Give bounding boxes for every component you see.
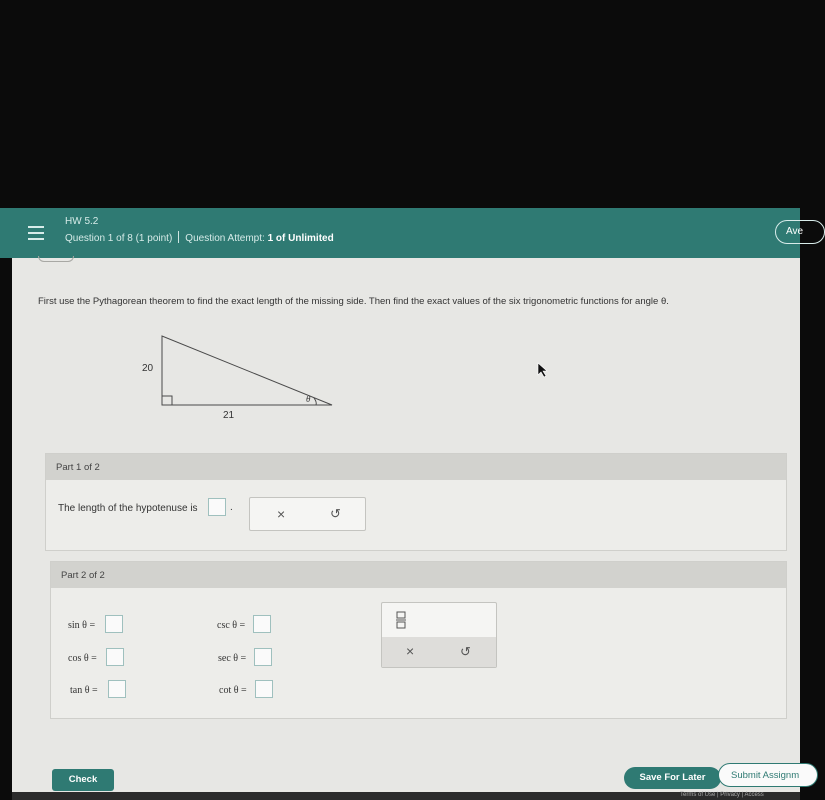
undo-icon[interactable]: ↺ <box>330 506 341 521</box>
sin-label: sin θ = <box>68 620 96 631</box>
sec-answer-box[interactable] <box>254 648 272 666</box>
instructions: First use the Pythagorean theorem to find the exact length of the missing side. Then find the exact values of the six trigonometric functions for angle θ. <box>38 296 669 307</box>
theta-label: θ <box>306 394 311 404</box>
attempt-value: 1 of Unlimited <box>267 233 334 244</box>
undo-icon[interactable]: ↺ <box>460 644 471 659</box>
attempt-label: Question Attempt: <box>185 233 265 244</box>
csc-label: csc θ = <box>217 620 246 631</box>
submit-assignment-button[interactable]: Submit Assignm <box>718 763 818 787</box>
question-page <box>12 258 800 800</box>
hamburger-menu-icon[interactable] <box>28 226 44 240</box>
header-bar <box>0 208 804 258</box>
footer-bar <box>12 792 800 800</box>
part1-toolbar <box>249 497 366 531</box>
footer-links[interactable]: Terms of Use | Privacy | Access <box>680 792 764 798</box>
cos-answer-box[interactable] <box>106 648 124 666</box>
part2-toolbar <box>381 602 497 668</box>
fraction-template-icon[interactable] <box>396 611 406 629</box>
part2-panel <box>50 561 787 719</box>
clear-icon[interactable]: × <box>406 643 415 659</box>
angle-arc <box>314 398 316 405</box>
save-for-later-button[interactable]: Save For Later <box>624 767 721 789</box>
check-button[interactable]: Check <box>52 769 114 791</box>
horizontal-side-label: 21 <box>223 410 235 421</box>
vertical-side-label: 20 <box>142 363 154 374</box>
right-angle-marker <box>162 396 172 405</box>
cos-label: cos θ = <box>68 653 97 664</box>
part2-title: Part 2 of 2 <box>51 562 786 588</box>
tab-stub <box>38 256 74 262</box>
hypotenuse-prompt: The length of the hypotenuse is <box>58 503 198 514</box>
tan-answer-box[interactable] <box>108 680 126 698</box>
question-number: Question 1 of 8 (1 point) <box>65 233 173 244</box>
question-info <box>65 231 334 244</box>
assignment-title: HW 5.2 <box>65 216 99 227</box>
sec-label: sec θ = <box>218 653 247 664</box>
triangle-figure <box>142 328 352 421</box>
sin-answer-box[interactable] <box>105 615 123 633</box>
cot-label: cot θ = <box>219 685 247 696</box>
prompt-period: . <box>230 502 233 513</box>
mouse-pointer-icon <box>537 362 549 378</box>
part1-title: Part 1 of 2 <box>46 454 786 480</box>
cot-answer-box[interactable] <box>255 680 273 698</box>
part2-toolbar-actions <box>382 637 496 667</box>
clear-icon[interactable]: × <box>277 506 286 522</box>
header-divider <box>178 231 179 243</box>
header-right-button[interactable]: Ave <box>775 220 825 244</box>
tan-label: tan θ = <box>70 685 98 696</box>
csc-answer-box[interactable] <box>253 615 271 633</box>
part1-panel <box>45 453 787 551</box>
hypotenuse-answer-box[interactable] <box>208 498 226 516</box>
